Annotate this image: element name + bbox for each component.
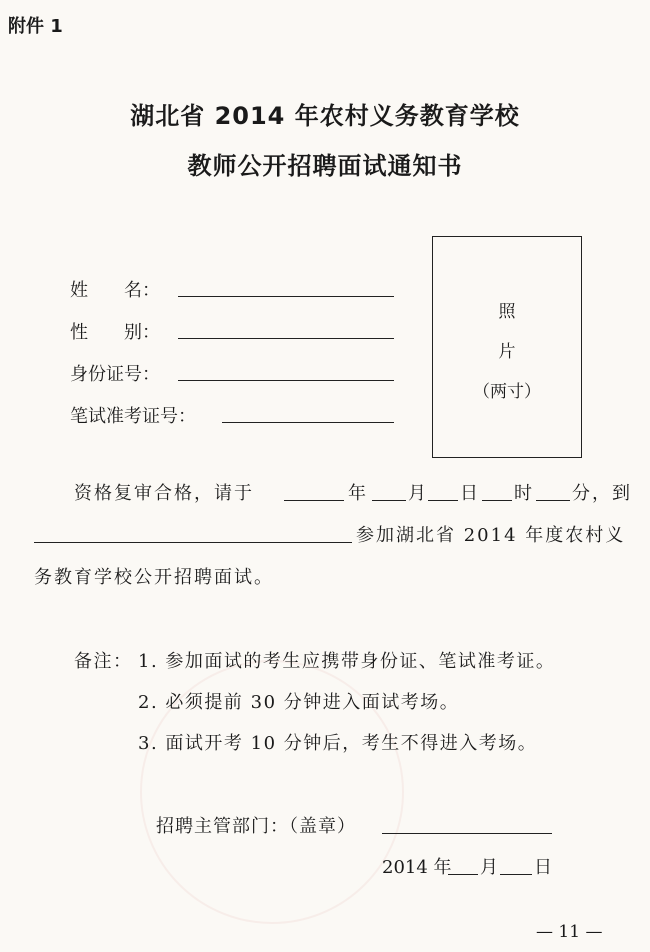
notice-line2: 参加湖北省 2014 年度农村义 xyxy=(356,525,626,546)
signature-month-unit: 月 xyxy=(480,857,498,878)
note-item-3: 3. 面试开考 10 分钟后，考生不得进入考场。 xyxy=(138,733,538,754)
id-number-label: 身份证号： xyxy=(70,364,160,385)
signature-year: 2014 年 xyxy=(382,857,452,878)
minute-unit: 分，到 xyxy=(572,483,632,504)
signature-month-blank[interactable] xyxy=(448,874,478,875)
venue-blank[interactable] xyxy=(34,542,352,543)
document-title-line2: 教师公开招聘面试通知书 xyxy=(187,152,463,180)
department-seal-line[interactable] xyxy=(382,833,552,834)
page-number: — 11 — xyxy=(536,922,603,942)
year-unit: 年 xyxy=(348,483,368,504)
photo-box xyxy=(432,236,582,458)
attachment-label: 附件 1 xyxy=(8,16,63,37)
note-item-1: 1. 参加面试的考生应携带身份证、笔试准考证。 xyxy=(138,651,556,672)
minute-blank[interactable] xyxy=(536,500,570,501)
year-blank[interactable] xyxy=(284,500,344,501)
gender-field-line[interactable] xyxy=(178,338,394,339)
exam-number-field-line[interactable] xyxy=(222,422,394,423)
photo-label-3: （两寸） xyxy=(473,382,541,402)
note-item-2: 2. 必须提前 30 分钟进入面试考场。 xyxy=(138,692,460,713)
name-label: 姓 名： xyxy=(70,280,160,301)
notice-intro: 资格复审合格，请于 xyxy=(74,483,254,504)
hiring-department-label: 招聘主管部门：（盖章） xyxy=(156,816,356,837)
month-blank[interactable] xyxy=(372,500,406,501)
month-unit: 月 xyxy=(408,483,428,504)
name-field-line[interactable] xyxy=(178,296,394,297)
signature-day-blank[interactable] xyxy=(500,874,532,875)
day-blank[interactable] xyxy=(428,500,458,501)
notes-label: 备注： xyxy=(74,651,133,672)
photo-label-2: 片 xyxy=(498,342,516,362)
id-number-field-line[interactable] xyxy=(178,380,394,381)
notice-line3: 务教育学校公开招聘面试。 xyxy=(34,567,274,588)
signature-day-unit: 日 xyxy=(534,857,552,878)
photo-label-1: 照 xyxy=(498,302,516,322)
gender-label: 性 别： xyxy=(70,322,160,343)
hour-blank[interactable] xyxy=(482,500,512,501)
hour-unit: 时 xyxy=(514,483,534,504)
exam-number-label: 笔试准考证号： xyxy=(70,406,196,427)
document-title-line1: 湖北省 2014 年农村义务教育学校 xyxy=(130,102,520,130)
day-unit: 日 xyxy=(460,483,480,504)
